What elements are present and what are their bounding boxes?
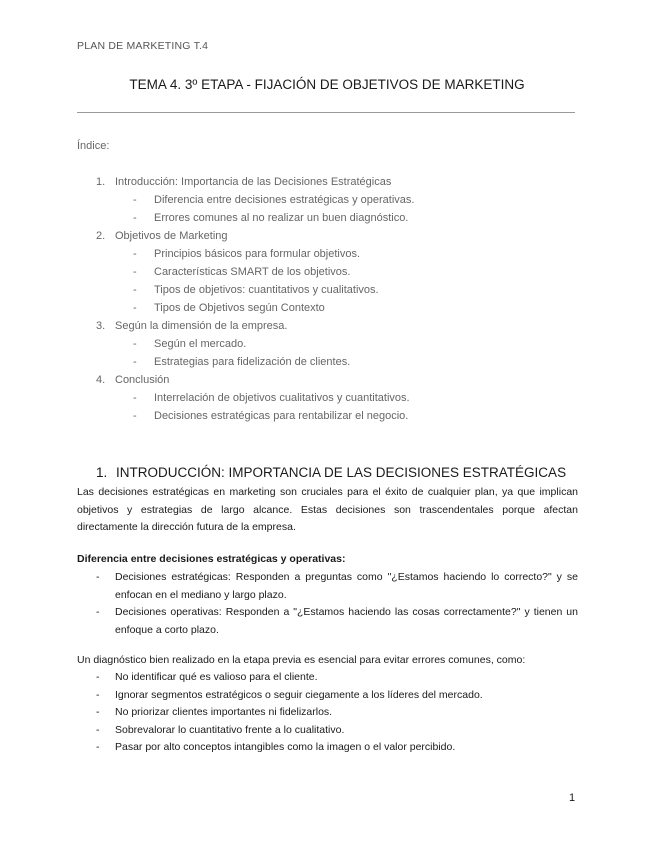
dash-bullet: -	[96, 571, 100, 583]
toc-subitem-label: Diferencia entre decisiones estratégicas y operativas.	[154, 194, 415, 206]
list-item	[77, 569, 578, 604]
dash-bullet: -	[96, 606, 100, 618]
toc-subitem	[77, 407, 577, 425]
list-item	[77, 739, 578, 757]
list-item	[77, 687, 578, 705]
toc-subitem-label: Estrategias para fidelización de clientes.	[154, 356, 351, 368]
toc-item-label: Según la dimensión de la empresa.	[115, 320, 288, 332]
list-item-text: Ignorar segmentos estratégicos o seguir ciegamente a los líderes del mercado.	[115, 688, 483, 701]
toc-item-label: Introducción: Importancia de las Decisiones Estratégicas	[115, 176, 392, 188]
dash-bullet: -	[133, 302, 137, 314]
dash-bullet: -	[133, 266, 137, 278]
list-item	[77, 669, 578, 687]
toc-subitem-label: Tipos de objetivos: cuantitativos y cualitativos.	[154, 284, 379, 296]
table-of-contents	[77, 173, 577, 425]
toc-subitem	[77, 353, 577, 371]
list-item-text: Decisiones estratégicas: Responden a preguntas como "¿Estamos haciendo lo correcto?" y se enfocan en el mediano y largo plazo.	[115, 571, 578, 601]
toc-subitem-label: Decisiones estratégicas para rentabilizar el negocio.	[154, 410, 409, 422]
toc-item	[77, 317, 577, 335]
toc-item	[77, 227, 577, 245]
dash-bullet: -	[133, 194, 137, 206]
dash-bullet: -	[96, 688, 100, 701]
dash-bullet: -	[96, 671, 100, 683]
dash-bullet: -	[133, 338, 137, 350]
title-divider	[77, 112, 575, 113]
toc-subitem-label: Tipos de Objetivos según Contexto	[154, 302, 325, 314]
toc-item-number: 1.	[96, 176, 106, 188]
dash-bullet: -	[96, 741, 100, 753]
errors-list	[77, 669, 578, 757]
list-item-text: No priorizar clientes importantes ni fidelizarlos.	[115, 706, 333, 718]
dash-bullet: -	[96, 706, 100, 718]
dash-bullet: -	[96, 723, 100, 736]
toc-subitem-label: Características SMART de los objetivos.	[154, 266, 351, 278]
section-number: 1.	[96, 465, 108, 480]
toc-item	[77, 173, 577, 191]
dash-bullet: -	[133, 284, 137, 296]
toc-subitem	[77, 209, 577, 227]
page-title: TEMA 4. 3º ETAPA - FIJACIÓN DE OBJETIVOS DE MARKETING	[129, 77, 525, 92]
toc-subitem	[77, 299, 577, 317]
toc-subitem-label: Errores comunes al no realizar un buen diagnóstico.	[154, 212, 409, 224]
subheading-differences: Diferencia entre decisiones estratégicas y operativas:	[77, 553, 346, 565]
toc-subitem	[77, 263, 577, 281]
list-item-text: Decisiones operativas: Responden a "¿Estamos haciendo las cosas correctamente?" y tienen un enfoque a corto plazo.	[115, 606, 578, 636]
section-heading-text: INTRODUCCIÓN: IMPORTANCIA DE LAS DECISIONES ESTRATÉGICAS	[116, 465, 567, 480]
page-number: 1	[569, 792, 576, 804]
diagnosis-intro: Un diagnóstico bien realizado en la etapa previa es esencial para evitar errores comunes, como:	[77, 654, 526, 666]
dash-bullet: -	[133, 356, 137, 368]
differences-list	[77, 569, 578, 639]
toc-subitem-label: Principios básicos para formular objetivos.	[154, 248, 361, 260]
dash-bullet: -	[133, 248, 137, 260]
toc-subitem-label: Interrelación de objetivos cualitativos y cuantitativos.	[154, 392, 410, 404]
running-header: PLAN DE MARKETING T.4	[77, 40, 209, 52]
toc-item	[77, 371, 577, 389]
list-item-text: Sobrevalorar lo cuantitativo frente a lo cualitativo.	[115, 723, 345, 736]
dash-bullet: -	[133, 410, 137, 422]
toc-subitem	[77, 191, 577, 209]
toc-subitem	[77, 335, 577, 353]
toc-item-number: 3.	[96, 320, 106, 332]
toc-subitem	[77, 389, 577, 407]
toc-item-number: 2.	[96, 230, 106, 242]
toc-subitem	[77, 245, 577, 263]
toc-item-number: 4.	[96, 374, 106, 386]
list-item-text: No identificar qué es valioso para el cliente.	[115, 671, 318, 683]
intro-paragraph: Las decisiones estratégicas en marketing son cruciales para el éxito de cualquier plan, ya que implican objetivos y estrategias de largo alcance. Estas decisiones son trascendentales porque afectan directamente la dirección futura de la empresa.	[77, 486, 578, 533]
toc-item-label: Conclusión	[115, 374, 170, 386]
list-item-text: Pasar por alto conceptos intangibles como la imagen o el valor percibido.	[115, 741, 456, 753]
toc-subitem	[77, 281, 577, 299]
dash-bullet: -	[133, 392, 137, 404]
index-label: Índice:	[77, 140, 110, 152]
toc-item-label: Objetivos de Marketing	[115, 230, 228, 242]
section-heading	[77, 465, 566, 480]
list-item	[77, 722, 578, 740]
toc-subitem-label: Según el mercado.	[154, 338, 247, 350]
list-item	[77, 704, 578, 722]
list-item	[77, 604, 578, 639]
dash-bullet: -	[133, 212, 137, 224]
